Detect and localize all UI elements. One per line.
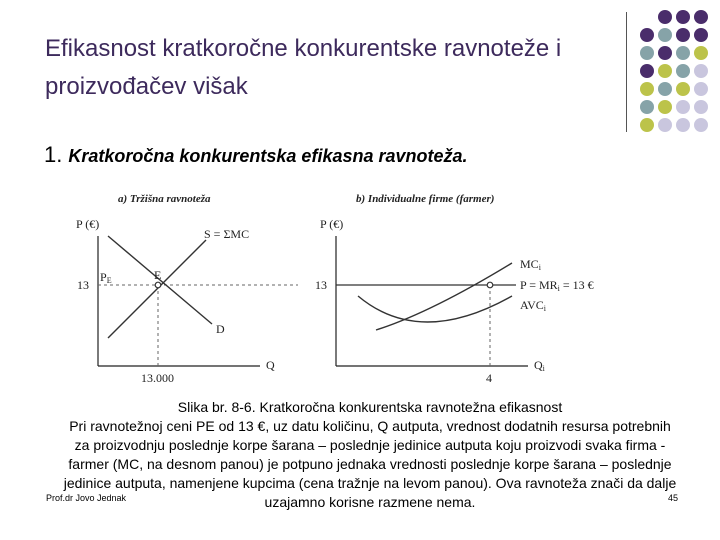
mc-label-main: MC [520,257,539,271]
avc-curve [358,296,512,322]
avc-label [520,298,547,313]
mc-label [520,257,542,272]
section-number: 1. [44,142,63,167]
dot [676,28,690,42]
dot [694,64,708,78]
avc-label-main: AVC [520,298,544,312]
section-text: Kratkoročna konkurentska efikasna ravnoteža. [68,146,468,166]
dot [640,118,654,132]
supply-label: S = ΣMC [204,227,250,241]
mc-curve [376,263,512,330]
price-label [100,270,112,285]
right-x-axis-sub: i [542,364,545,373]
dot [640,82,654,96]
footer-author: Prof.dr Jovo Jednak [46,493,127,503]
dot [640,46,654,60]
dot [640,64,654,78]
left-y-axis-label: P (€) [76,217,100,231]
avc-label-sub: i [543,304,547,313]
dot [676,46,690,60]
left-price-tick: 13 [77,278,89,292]
section-heading [44,142,468,168]
dot [694,100,708,114]
dot [694,28,708,42]
caption-title: Slika br. 8-6. Kratkoročna konkurentska ravnotežna efikasnost [177,399,563,415]
price-label-main: P [100,270,107,284]
decorative-divider [626,12,627,132]
supply-curve [108,240,206,338]
caption-body: Pri ravnotežnoj ceni PE od 13 €, uz datu količinu, Q autputa, vrednost dodatnih resursa potrebnih za proizvodnju poslednje korpe šarana – poslednje jedinice autputa koju proizvodi svaka firma - farmer (MC, na desnom panou) je potpuno jednaka vrednosti poslednje korpe šarana – poslednje jedinice autputa, namenjene kupcima (cena tražnje na levom panou). Ova ravnoteža znači da dalje uzajamno korisne razmene nema. [63,418,677,510]
mr-label-sub: i [557,284,560,293]
dot [676,118,690,132]
dot [694,10,708,24]
dot [676,82,690,96]
right-panel-label: b) Individualne firme (farmer) [356,193,495,205]
dot [676,10,690,24]
right-y-axis-label: P (€) [320,217,344,231]
slide-title: Efikasnost kratkoročne konkurentske ravnoteže i proizvođačev višak [45,35,562,100]
dot [658,82,672,96]
dot [658,28,672,42]
dot [640,100,654,114]
dot [658,118,672,132]
mr-label-value: = 13 € [559,278,594,292]
firm-equilibrium-point [487,282,493,288]
dot [694,82,708,96]
dot [658,10,672,24]
dot [640,28,654,42]
right-x-axis-label [534,358,546,373]
dot [694,46,708,60]
mc-label-sub: i [538,263,541,272]
dot [658,100,672,114]
left-quantity-tick: 13.000 [141,371,174,385]
right-quantity-tick: 4 [486,371,492,385]
left-x-axis-label: Q [266,358,275,372]
mr-label [520,278,594,293]
dot [658,64,672,78]
right-price-tick: 13 [315,278,327,292]
mr-label-main: P = MR [520,278,558,292]
efficiency-figure [60,188,660,398]
dot [694,118,708,132]
equilibrium-label: E [154,268,162,282]
right-x-axis-main: Q [534,358,543,372]
dot [676,64,690,78]
demand-label: D [216,322,225,336]
dot [658,46,672,60]
left-panel-label: a) Tržišna ravnoteža [118,193,211,205]
figure-caption [60,398,680,512]
equilibrium-point [155,282,161,288]
price-label-sub: E [106,276,112,285]
dot [676,100,690,114]
page-number: 45 [668,493,679,503]
